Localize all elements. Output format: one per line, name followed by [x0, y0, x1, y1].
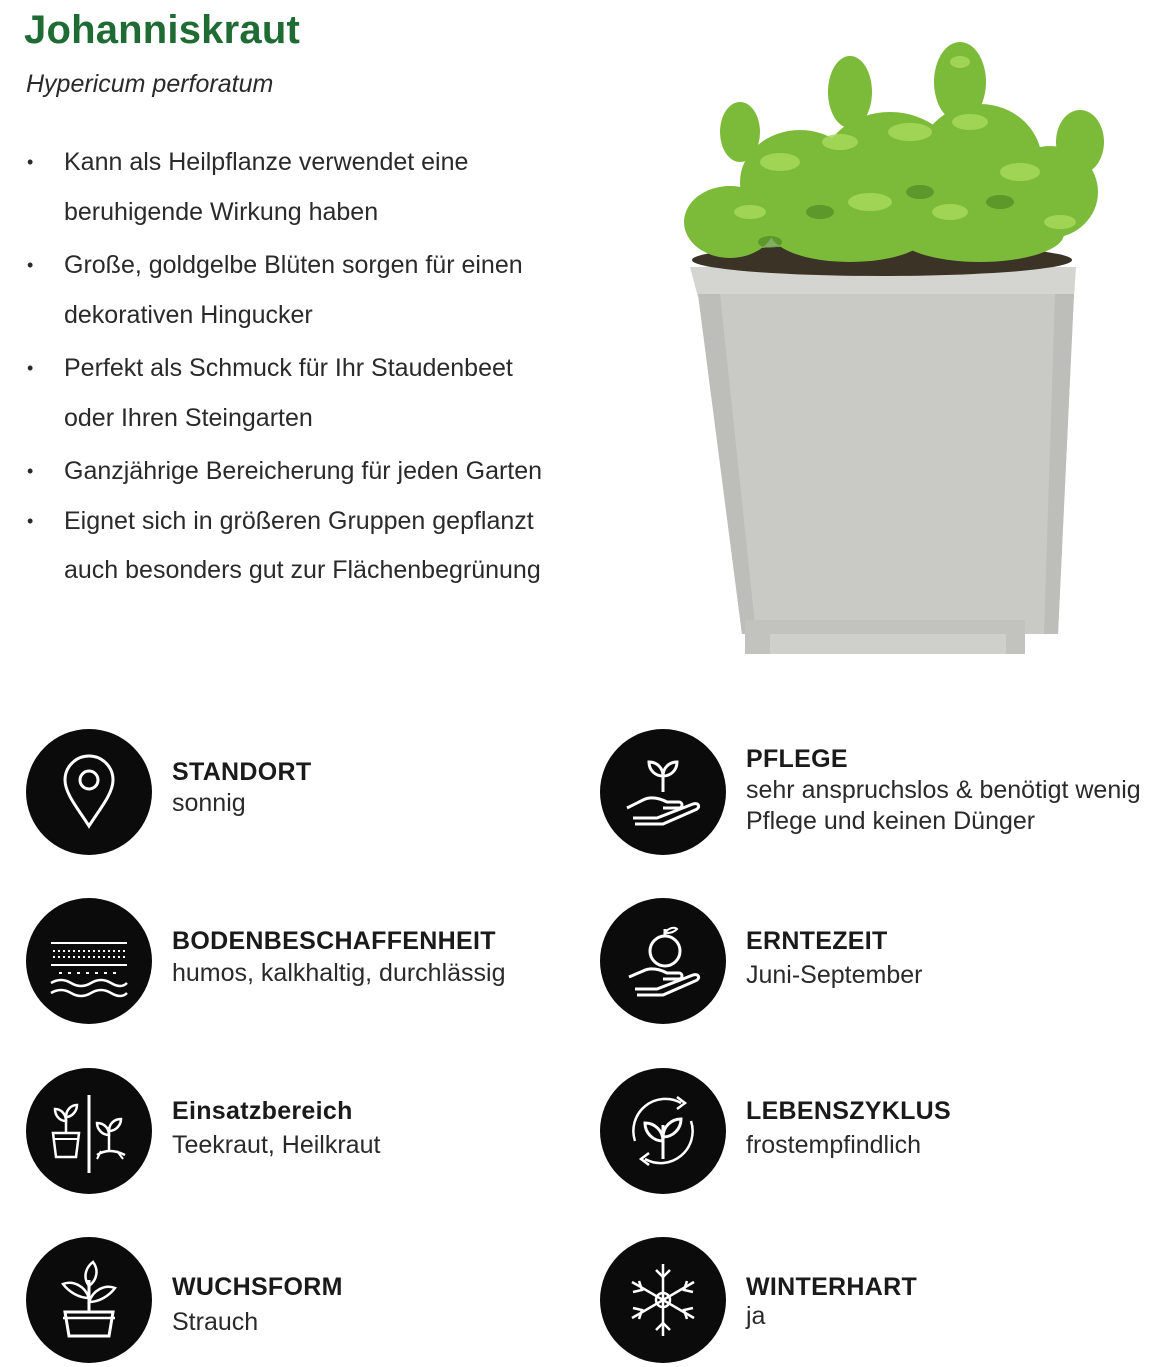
- pot-and-ground-plant-icon: [39, 1081, 139, 1181]
- bullet-line: Ganzjährige Bereicherung für jeden Garten: [64, 457, 543, 485]
- pflege-value-line: Pflege und keinen Dünger: [746, 807, 1036, 835]
- feature-wuchsform: [26, 1237, 586, 1367]
- pflege-value: [746, 775, 1170, 837]
- bullet-line: Perfekt als Schmuck für Ihr Staudenbeet: [64, 354, 513, 382]
- einsatzbereich-value: Teekraut, Heilkraut: [172, 1131, 381, 1159]
- einsatzbereich-title: Einsatzbereich: [172, 1097, 353, 1125]
- feature-boden: [26, 898, 586, 1028]
- botanical-name: Hypericum perforatum: [26, 70, 274, 98]
- boden-badge: [26, 898, 152, 1024]
- wuchsform-badge: [26, 1237, 152, 1363]
- bullet-dot: •: [27, 510, 34, 531]
- bullet-line: Große, goldgelbe Blüten sorgen für einen: [64, 251, 523, 279]
- erntezeit-title: ERNTEZEIT: [746, 927, 888, 955]
- pflege-badge: [600, 729, 726, 855]
- einsatzbereich-badge: [26, 1068, 152, 1194]
- lebenszyklus-title: LEBENSZYKLUS: [746, 1097, 952, 1125]
- bullet-dot: •: [27, 358, 34, 378]
- location-pin-icon: [39, 742, 139, 842]
- boden-title: BODENBESCHAFFENHEIT: [172, 927, 496, 955]
- snowflake-icon: [613, 1250, 713, 1350]
- bullet-line: Eignet sich in größeren Gruppen gepflanzt: [64, 506, 534, 535]
- sprout-in-hand-icon: [613, 742, 713, 842]
- bullet-dot: •: [27, 152, 34, 172]
- feature-bullet-list: [24, 138, 604, 596]
- bullet-line: Kann als Heilpflanze verwendet eine: [64, 148, 469, 176]
- bullet-item: [24, 497, 604, 596]
- bullet-item: [24, 447, 604, 497]
- boden-value: humos, kalkhaltig, durchlässig: [172, 959, 506, 987]
- erntezeit-value: Juni-September: [746, 961, 923, 989]
- bullet-item: [24, 138, 604, 237]
- erntezeit-badge: [600, 898, 726, 1024]
- bullet-item: [24, 344, 604, 443]
- bullet-line: auch besonders gut zur Flächenbegrünung: [64, 556, 541, 584]
- product-title: Johanniskraut: [24, 8, 300, 52]
- bullet-dot: •: [27, 461, 34, 481]
- plant-cycle-icon: [613, 1081, 713, 1181]
- winterhart-value: ja: [746, 1302, 766, 1330]
- lebenszyklus-badge: [600, 1068, 726, 1194]
- standort-value: sonnig: [172, 789, 246, 817]
- feature-standort: [26, 729, 586, 859]
- potted-plant-photo: [660, 22, 1130, 662]
- wuchsform-value: Strauch: [172, 1308, 259, 1336]
- pflege-value-line: sehr anspruchslos & benötigt wenig: [746, 776, 1141, 804]
- standort-badge: [26, 729, 152, 855]
- feature-lebenszyklus: [600, 1068, 1160, 1198]
- wuchsform-title: WUCHSFORM: [172, 1273, 343, 1301]
- bullet-line: dekorativen Hingucker: [64, 300, 313, 329]
- fruit-in-hand-icon: [613, 911, 713, 1011]
- winterhart-badge: [600, 1237, 726, 1363]
- bullet-line: beruhigende Wirkung haben: [64, 197, 379, 226]
- pflege-title: PFLEGE: [746, 745, 848, 773]
- bullet-line: oder Ihren Steingarten: [64, 403, 313, 432]
- standort-title: STANDORT: [172, 758, 312, 786]
- product-image: [660, 22, 1130, 662]
- feature-winterhart: [600, 1237, 1160, 1367]
- feature-pflege: [600, 729, 1160, 859]
- feature-erntezeit: [600, 898, 1160, 1028]
- soil-layers-icon: [39, 911, 139, 1011]
- bullet-dot: •: [27, 255, 34, 275]
- bullet-item: [24, 241, 604, 340]
- lebenszyklus-value: frostempfindlich: [746, 1131, 922, 1159]
- feature-einsatzbereich: [26, 1068, 586, 1198]
- potted-plant-icon: [39, 1250, 139, 1350]
- winterhart-title: WINTERHART: [746, 1273, 918, 1301]
